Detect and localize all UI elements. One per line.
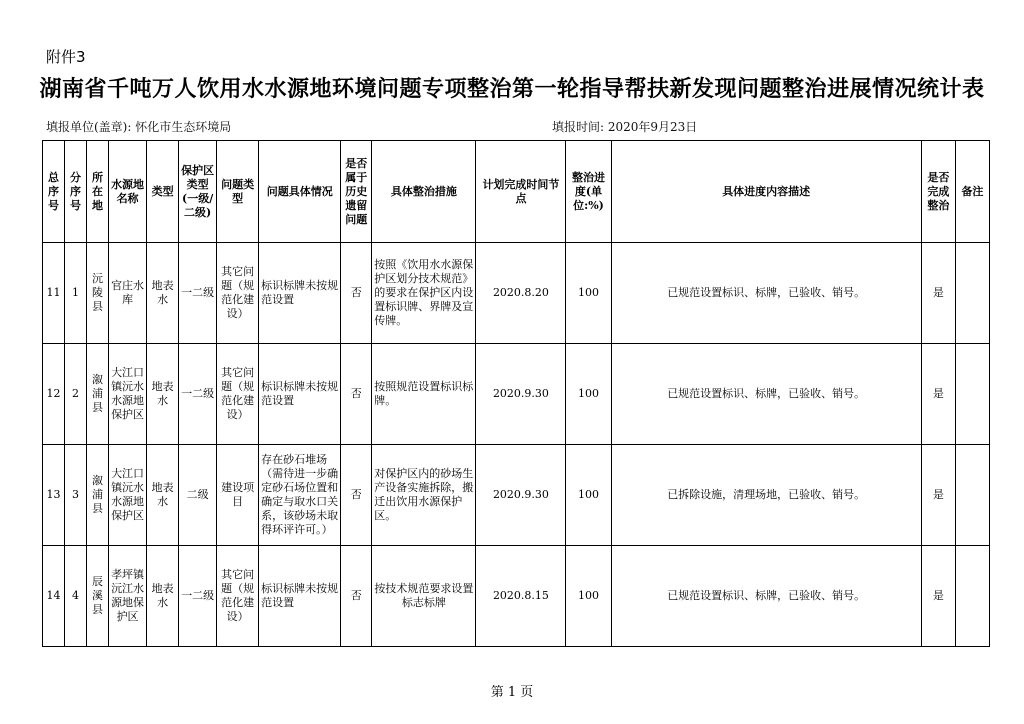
table-cell: 其它问题（规范化建设） bbox=[217, 546, 259, 647]
table-cell: 一二级 bbox=[179, 243, 217, 344]
header-cell: 是否完成整治 bbox=[921, 141, 955, 243]
table-cell: 是 bbox=[921, 344, 955, 445]
fill-unit: 填报单位(盖章): 怀化市生态环境局 bbox=[46, 120, 232, 134]
table-cell: 其它问题（规范化建设） bbox=[217, 344, 259, 445]
table-cell: 2020.9.30 bbox=[476, 344, 566, 445]
table-cell bbox=[955, 344, 989, 445]
table-cell: 溆浦县 bbox=[87, 445, 109, 546]
table-cell: 100 bbox=[566, 546, 611, 647]
table-cell: 地表水 bbox=[147, 344, 179, 445]
header-cell: 水源地名称 bbox=[109, 141, 147, 243]
table-cell: 是 bbox=[921, 243, 955, 344]
table-cell: 是 bbox=[921, 546, 955, 647]
table-cell: 已规范设置标识、标牌，已验收、销号。 bbox=[611, 344, 921, 445]
table-cell: 大江口镇沅水水源地保护区 bbox=[109, 445, 147, 546]
table-row bbox=[43, 546, 990, 647]
table-cell: 标识标牌未按规范设置 bbox=[259, 546, 341, 647]
table-cell: 否 bbox=[341, 243, 372, 344]
table-cell: 11 bbox=[43, 243, 65, 344]
fill-time: 填报时间: 2020年9月23日 bbox=[552, 120, 698, 134]
table-cell: 地表水 bbox=[147, 243, 179, 344]
header-cell: 是否属于历史遗留问题 bbox=[341, 141, 372, 243]
attachment-label: 附件3 bbox=[46, 48, 86, 66]
table-cell: 是 bbox=[921, 445, 955, 546]
header-cell: 整治进度(单位:%) bbox=[566, 141, 611, 243]
table-cell: 100 bbox=[566, 344, 611, 445]
table-cell: 已规范设置标识、标牌，已验收、销号。 bbox=[611, 243, 921, 344]
table-cell: 100 bbox=[566, 445, 611, 546]
table-cell: 二级 bbox=[179, 445, 217, 546]
table-cell bbox=[955, 445, 989, 546]
table-cell: 孝坪镇沅江水源地保护区 bbox=[109, 546, 147, 647]
table-cell: 沅陵县 bbox=[87, 243, 109, 344]
progress-table bbox=[42, 140, 990, 647]
header-cell: 备注 bbox=[955, 141, 989, 243]
table-cell bbox=[955, 243, 989, 344]
table-cell: 一二级 bbox=[179, 344, 217, 445]
table-cell: 否 bbox=[341, 445, 372, 546]
header-cell: 分序号 bbox=[65, 141, 87, 243]
table-cell: 2020.8.20 bbox=[476, 243, 566, 344]
table-row bbox=[43, 344, 990, 445]
table-cell: 标识标牌未按规范设置 bbox=[259, 243, 341, 344]
table-cell: 2020.9.30 bbox=[476, 445, 566, 546]
header-cell: 问题具体情况 bbox=[259, 141, 341, 243]
table-cell: 已拆除设施，清理场地，已验收、销号。 bbox=[611, 445, 921, 546]
table-cell: 一二级 bbox=[179, 546, 217, 647]
table-cell: 否 bbox=[341, 546, 372, 647]
table-cell: 100 bbox=[566, 243, 611, 344]
table-cell: 按照规范设置标识标牌。 bbox=[372, 344, 476, 445]
table-cell: 按技术规范要求设置标志标牌 bbox=[372, 546, 476, 647]
table-cell: 大江口镇沅水水源地保护区 bbox=[109, 344, 147, 445]
table-cell: 1 bbox=[65, 243, 87, 344]
table-cell: 溆浦县 bbox=[87, 344, 109, 445]
table-cell: 4 bbox=[65, 546, 87, 647]
table-cell bbox=[955, 546, 989, 647]
header-cell: 所在地 bbox=[87, 141, 109, 243]
header-cell: 具体进度内容描述 bbox=[611, 141, 921, 243]
table-cell: 地表水 bbox=[147, 546, 179, 647]
table-cell: 已规范设置标识、标牌，已验收、销号。 bbox=[611, 546, 921, 647]
table-cell: 14 bbox=[43, 546, 65, 647]
table-cell: 2 bbox=[65, 344, 87, 445]
header-cell: 问题类型 bbox=[217, 141, 259, 243]
header-cell: 计划完成时间节点 bbox=[476, 141, 566, 243]
table-cell: 其它问题（规范化建设） bbox=[217, 243, 259, 344]
header-row bbox=[43, 141, 990, 243]
table-cell: 存在砂石堆场（需待进一步确定砂石场位置和确定与取水口关系，该砂场未取得环评许可。） bbox=[259, 445, 341, 546]
table-cell: 按照《饮用水水源保护区划分技术规范》的要求在保护区内设置标识牌、界牌及宣传牌。 bbox=[372, 243, 476, 344]
page-title: 湖南省千吨万人饮用水水源地环境问题专项整治第一轮指导帮扶新发现问题整治进展情况统计表 bbox=[39, 76, 985, 102]
header-cell: 类型 bbox=[147, 141, 179, 243]
table-row bbox=[43, 243, 990, 344]
table-cell: 否 bbox=[341, 344, 372, 445]
header-cell: 总序号 bbox=[43, 141, 65, 243]
table-cell: 3 bbox=[65, 445, 87, 546]
header-cell: 具体整治措施 bbox=[372, 141, 476, 243]
table-cell: 13 bbox=[43, 445, 65, 546]
page-number: 第 1 页 bbox=[490, 685, 534, 700]
table-cell: 标识标牌未按规范设置 bbox=[259, 344, 341, 445]
table-cell: 地表水 bbox=[147, 445, 179, 546]
table-cell: 对保护区内的砂场生产设备实施拆除，搬迁出饮用水源保护区。 bbox=[372, 445, 476, 546]
table-cell: 官庄水库 bbox=[109, 243, 147, 344]
table-cell: 辰溪县 bbox=[87, 546, 109, 647]
table-cell: 2020.8.15 bbox=[476, 546, 566, 647]
table-cell: 建设项目 bbox=[217, 445, 259, 546]
header-cell: 保护区类型(一级/二级) bbox=[179, 141, 217, 243]
table-cell: 12 bbox=[43, 344, 65, 445]
table-row bbox=[43, 445, 990, 546]
